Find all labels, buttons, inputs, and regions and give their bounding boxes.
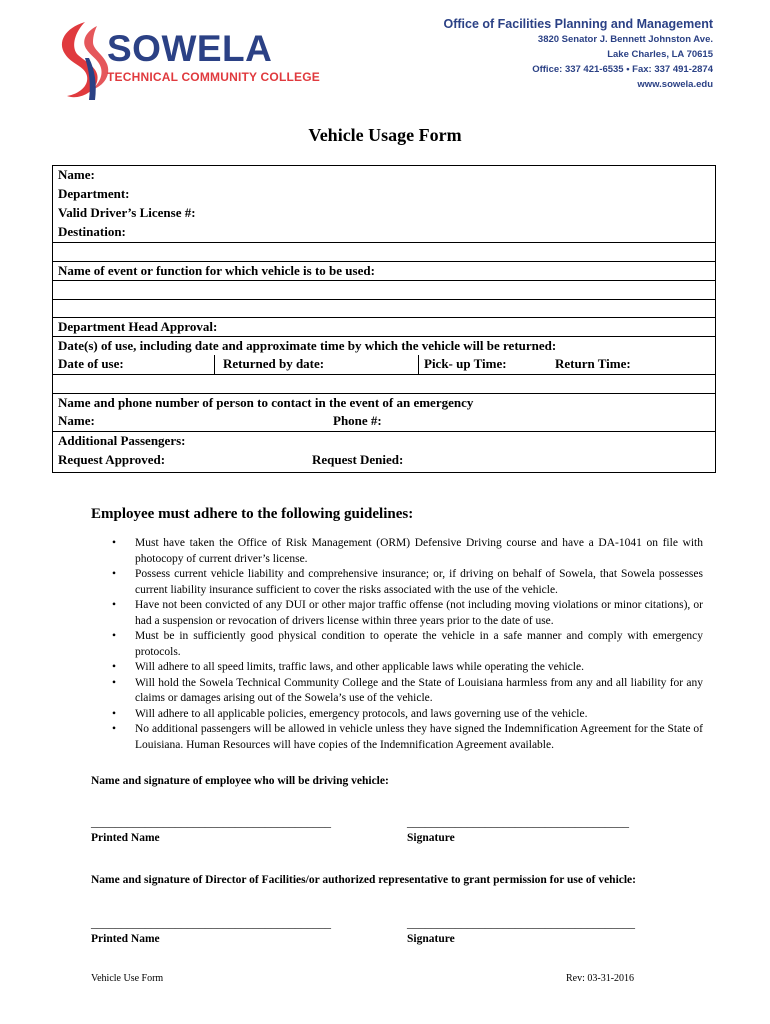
dates-fields-row: [53, 355, 715, 374]
guidelines-list: [91, 536, 703, 753]
office-contact-block: [444, 16, 714, 92]
bullet-icon: •: [112, 568, 117, 580]
return-time-label: Return Time:: [555, 356, 631, 371]
vehicle-usage-table: [52, 165, 716, 473]
office-title: Office of Facilities Planning and Management: [443, 17, 713, 31]
dept-head-label: Department Head Approval:: [58, 319, 218, 334]
request-approved-label: Request Approved:: [58, 452, 166, 467]
guideline-item: • No additional passengers will be allowed in vehicle unless they have signed the Indemnification Agreement for the State of Louisiana. Human Resources will have copies of the Indemnification Agreement available.: [112, 723, 703, 751]
department-row[interactable]: [53, 185, 715, 204]
name-label: Name:: [58, 167, 95, 182]
pickup-time-label: Pick- up Time:: [424, 356, 507, 371]
department-label: Department:: [58, 186, 130, 201]
guideline-item: • Must have taken the Office of Risk Management (ORM) Defensive Driving course and have a DA-1041 on file with photocopy of current driver’s license.: [112, 537, 703, 565]
emergency-row: [53, 393, 715, 412]
director-signature-heading: Name and signature of Director of Facilities/or authorized representative to grant permission for use of vehicle:: [91, 874, 636, 886]
bullet-icon: •: [112, 630, 117, 642]
license-row[interactable]: [53, 204, 715, 223]
emergency-label: Name and phone number of person to contact in the event of an emergency: [58, 395, 474, 410]
bullet-icon: •: [112, 707, 117, 720]
guidelines-title: Employee must adhere to the following guidelines:: [91, 506, 414, 522]
employee-printed-name-line[interactable]: ________________________________________: [91, 815, 331, 829]
dates-extra-row[interactable]: [53, 374, 715, 393]
name-row[interactable]: [53, 166, 715, 185]
bullet-icon: •: [112, 599, 117, 611]
guideline-item: • Have not been convicted of any DUI or other major traffic offense (not including moving violations or minor citations), or had a suspension or revocation of drivers license within three years prior to the date of use.: [112, 599, 703, 627]
director-signature-label: Signature: [407, 933, 455, 945]
footer-form-name: Vehicle Use Form: [91, 973, 164, 984]
destination-extra-row[interactable]: [53, 242, 715, 261]
footer-revision: Rev: 03-31-2016: [566, 973, 635, 984]
phone-fax: Office: 337 421-6535 • Fax: 337 491-2874: [532, 64, 713, 75]
license-label: Valid Driver’s License #:: [58, 205, 196, 220]
destination-row[interactable]: [53, 223, 715, 242]
employee-signature-label: Signature: [407, 832, 455, 844]
dept-head-row[interactable]: [53, 317, 715, 336]
event-extra-row-2[interactable]: [53, 299, 715, 317]
divider: [214, 355, 215, 374]
request-denied-label: Request Denied:: [312, 452, 404, 467]
date-of-use-label: Date of use:: [58, 356, 124, 371]
employee-signature-line[interactable]: _____________________________________: [407, 815, 629, 829]
returned-by-label: Returned by date:: [223, 356, 325, 371]
college-name: SOWELA: [107, 28, 273, 69]
dates-label: Date(s) of use, including date and approximate time by which the vehicle will be returned:: [58, 338, 557, 353]
address-line-1: 3820 Senator J. Bennett Johnston Ave.: [537, 34, 713, 45]
destination-label: Destination:: [58, 224, 126, 239]
emergency-fields-row[interactable]: [53, 412, 715, 431]
passengers-row[interactable]: [53, 431, 715, 450]
dates-row: [53, 336, 715, 355]
college-subtitle: TECHNICAL COMMUNITY COLLEGE: [107, 70, 320, 84]
guideline-item: • Must be in sufficiently good physical condition to operate the vehicle in a safe manner and comply with emergency protocols.: [112, 630, 703, 658]
director-printed-name-line[interactable]: ________________________________________: [91, 916, 331, 930]
event-label: Name of event or function for which vehicle is to be used:: [58, 263, 375, 278]
director-signature-line[interactable]: ______________________________________: [407, 916, 635, 930]
event-row[interactable]: [53, 261, 715, 280]
employee-printed-name-label: Printed Name: [91, 832, 160, 844]
emergency-phone-label: Phone #:: [333, 413, 382, 428]
address-line-2: Lake Charles, LA 70615: [607, 49, 713, 60]
approval-row[interactable]: [53, 450, 715, 472]
bullet-icon: •: [112, 661, 117, 673]
bullet-icon: •: [112, 723, 117, 735]
bullet-icon: •: [112, 676, 117, 689]
employee-signature-heading: Name and signature of employee who will be driving vehicle:: [91, 775, 389, 787]
emergency-name-label: Name:: [58, 413, 95, 428]
guideline-item: • Will hold the Sowela Technical Community College and the State of Louisiana harmless from any and all liability for any claims or damages arising out of the Sowela’s use of the vehicle.: [112, 676, 703, 704]
director-printed-name-label: Printed Name: [91, 933, 160, 945]
event-extra-row-1[interactable]: [53, 280, 715, 299]
guideline-item: • Possess current vehicle liability and comprehensive insurance; or, if driving on behalf of Sowela, that Sowela possesses current liability insurance sufficient to cover the risks associated with the use of the vehicle.: [112, 568, 703, 596]
guideline-item: • Will adhere to all applicable policies, emergency protocols, and laws governing use of the vehicle.: [91, 707, 703, 723]
passengers-label: Additional Passengers:: [58, 433, 186, 448]
form-title: Vehicle Usage Form: [308, 125, 462, 145]
guideline-item: • Will adhere to all speed limits, traffic laws, and other applicable laws while operating the vehicle.: [91, 660, 703, 676]
website-link[interactable]: www.sowela.edu: [637, 79, 713, 90]
bullet-icon: •: [112, 537, 117, 549]
divider: [418, 355, 419, 374]
